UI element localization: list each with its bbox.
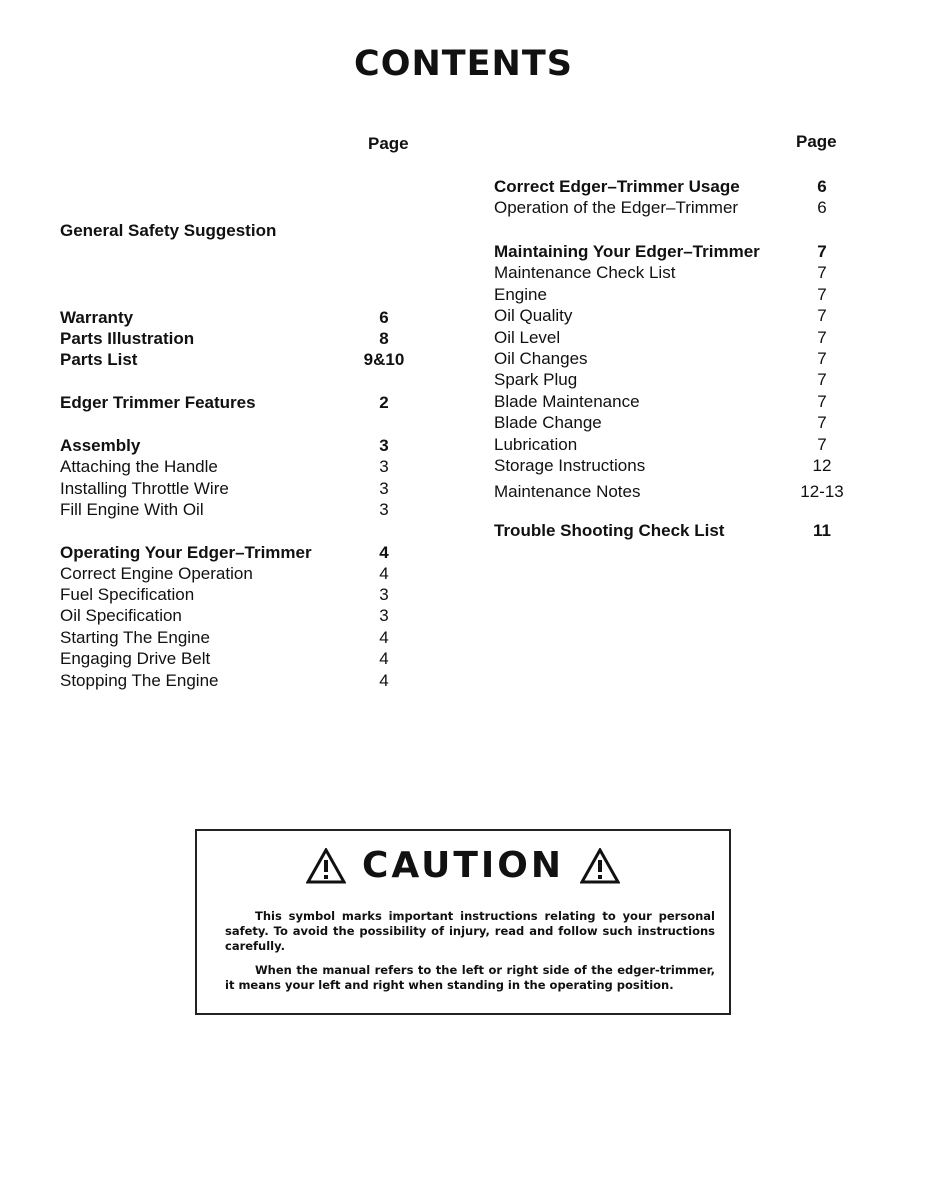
left-toc-entry-page: 3 xyxy=(379,457,389,476)
left-toc-entry-page: 6 xyxy=(379,308,389,327)
left-toc-entry-label: Fuel Specification xyxy=(60,585,195,604)
right-toc-entry-page: 7 xyxy=(817,413,827,432)
left-toc-entry-page: 8 xyxy=(379,329,389,348)
left-toc-entry-label: Stopping The Engine xyxy=(60,671,219,690)
caution-paragraph-1: This symbol marks important instructions relating to your personal safety. To avoid the possibility of injury, read and follow such instructions carefully. xyxy=(225,909,715,953)
caution-heading-row xyxy=(197,845,729,886)
right-toc-entry-page: 12-13 xyxy=(800,482,844,501)
right-toc-entry-page: 11 xyxy=(813,521,831,540)
right-toc-entry-label: Maintenance Check List xyxy=(494,263,676,282)
left-toc-entry-label: Parts List xyxy=(60,350,138,369)
right-toc-entry-label: Engine xyxy=(494,285,547,304)
right-toc-entry-page: 7 xyxy=(817,328,827,347)
right-toc-entry-label: Blade Maintenance xyxy=(494,392,640,411)
left-toc-entry-page: 3 xyxy=(379,500,389,519)
left-toc-entry-label: Engaging Drive Belt xyxy=(60,649,211,668)
right-toc-entry-label: Blade Change xyxy=(494,413,602,432)
warning-triangle-icon xyxy=(306,848,346,884)
left-toc-entry-label: Parts Illustration xyxy=(60,329,195,348)
right-toc-entry-page: 7 xyxy=(817,370,827,389)
left-toc-entry-label: Starting The Engine xyxy=(60,628,210,647)
left-toc-entry-label: Assembly xyxy=(60,436,141,455)
caution-paragraph-2: When the manual refers to the left or right side of the edger-trimmer, it means your left and right when standing in the operating position. xyxy=(225,963,715,992)
right-page-header: Page xyxy=(796,132,837,151)
left-toc-entry-page: 3 xyxy=(379,479,389,498)
right-toc-entry-label: Oil Level xyxy=(494,328,561,347)
right-toc-entry-page: 12 xyxy=(812,456,832,475)
right-toc-entry-label: Oil Quality xyxy=(494,306,573,325)
left-toc-entry-page: 4 xyxy=(379,564,389,583)
left-toc-entry-label: Correct Engine Operation xyxy=(60,564,253,583)
left-toc-entry-label: Edger Trimmer Features xyxy=(60,393,256,412)
right-toc-entry-label: Operation of the Edger–Trimmer xyxy=(494,198,739,217)
right-toc-entry-label: Oil Changes xyxy=(494,349,588,368)
right-toc-entry-label: Trouble Shooting Check List xyxy=(494,521,725,540)
caution-box xyxy=(195,829,731,1015)
left-toc-entry-page: 4 xyxy=(379,671,389,690)
left-toc-entry-label: Oil Specification xyxy=(60,606,182,625)
left-toc-entry-label: General Safety Suggestion xyxy=(60,221,277,240)
right-toc-entry-page: 7 xyxy=(817,349,827,368)
left-toc-entry-page: 3 xyxy=(379,585,389,604)
left-toc-entry-label: Warranty xyxy=(60,308,134,327)
right-toc-entry-label: Maintenance Notes xyxy=(494,482,641,501)
left-toc-entry-page: 2 xyxy=(379,393,389,412)
right-toc-entry-page: 7 xyxy=(817,242,827,261)
right-toc-entry-page: 7 xyxy=(817,306,827,325)
left-toc-entry-page: 4 xyxy=(379,628,389,647)
right-toc-entry-label: Spark Plug xyxy=(494,370,578,389)
page-title: CONTENTS xyxy=(354,44,573,84)
right-toc-entry-label: Lubrication xyxy=(494,435,578,454)
left-toc-entry-page: 3 xyxy=(379,436,389,455)
left-toc-entry-page: 9&10 xyxy=(363,350,405,369)
left-toc-entry-label: Installing Throttle Wire xyxy=(60,479,229,498)
right-toc-entry-page: 6 xyxy=(817,177,827,196)
right-toc-entry-label: Correct Edger–Trimmer Usage xyxy=(494,177,740,196)
right-toc-entry-page: 7 xyxy=(817,285,827,304)
right-toc-entry-page: 6 xyxy=(817,198,827,217)
left-toc-entry-label: Fill Engine With Oil xyxy=(60,500,204,519)
right-toc-entry-label: Maintaining Your Edger–Trimmer xyxy=(494,242,760,261)
left-toc-entry-label: Attaching the Handle xyxy=(60,457,218,476)
left-toc-entry-page: 3 xyxy=(379,606,389,625)
left-toc-entry-page: 4 xyxy=(379,649,389,668)
left-toc-entry-label: Operating Your Edger–Trimmer xyxy=(60,543,312,562)
left-toc-entry-page: 4 xyxy=(379,543,389,562)
caution-heading: CAUTION xyxy=(361,845,565,886)
right-toc-entry-page: 7 xyxy=(817,263,827,282)
right-toc-entry-label: Storage Instructions xyxy=(494,456,646,475)
right-toc-entry-page: 7 xyxy=(817,392,827,411)
right-toc-entry-page: 7 xyxy=(817,435,827,454)
left-page-header: Page xyxy=(368,134,409,153)
warning-triangle-icon xyxy=(580,848,620,884)
